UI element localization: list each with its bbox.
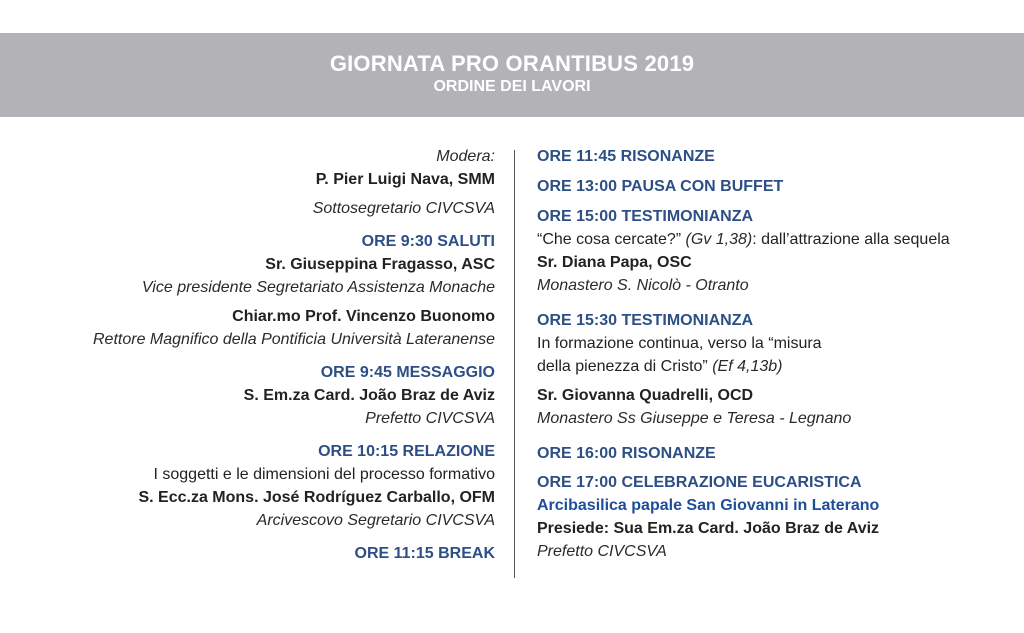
break-heading: ORE 11:15 BREAK — [354, 545, 495, 562]
testimonianza-2-topic-text: della pienezza di Cristo” — [537, 358, 708, 375]
page-title: GIORNATA PRO ORANTIBUS 2019 — [329, 51, 695, 76]
right-column — [537, 145, 1007, 573]
risonanze-2-heading: ORE 16:00 RISONANZE — [537, 445, 716, 462]
testimonianza-2-topic-ref: (Ef 4,13b) — [712, 358, 783, 375]
testimonianza-2-heading: ORE 15:30 TESTIMONIANZA — [537, 312, 754, 329]
moderator-role: Sottosegretario CIVCSVA — [312, 200, 495, 217]
celebrazione-presider: Presiede: Sua Em.za Card. João Braz de Aviz — [537, 520, 880, 537]
column-divider — [514, 150, 515, 578]
testimonianza-2-speaker: Sr. Giovanna Quadrelli, OCD — [537, 387, 754, 404]
celebrazione-block — [537, 471, 1007, 563]
messaggio-role: Prefetto CIVCSVA — [365, 410, 495, 427]
messaggio-block — [60, 361, 495, 430]
testimonianza-2-topic-line-2 — [537, 355, 1007, 378]
pausa-block — [537, 175, 1007, 198]
testimonianza-1-topic-ref: (Gv 1,38) — [685, 231, 753, 248]
saluti-heading: ORE 9:30 SALUTI — [361, 233, 495, 250]
header-banner — [0, 33, 1024, 117]
testimonianza-2-topic-line-1: In formazione continua, verso la “misura — [537, 335, 822, 352]
saluti-block — [60, 230, 495, 351]
risonanze-2-block — [537, 442, 1007, 465]
modera-label: Modera: — [436, 148, 495, 165]
pausa-heading: ORE 13:00 PAUSA CON BUFFET — [537, 178, 784, 195]
saluti-speaker-1-role: Vice presidente Segretariato Assistenza Monache — [141, 279, 495, 296]
left-column — [60, 145, 495, 575]
saluti-speaker-2-role: Rettore Magnifico della Pontificia Università Lateranense — [93, 331, 495, 348]
relazione-topic: I soggetti e le dimensioni del processo formativo — [153, 466, 495, 483]
relazione-speaker: S. Ecc.za Mons. José Rodríguez Carballo, OFM — [138, 489, 495, 506]
messaggio-heading: ORE 9:45 MESSAGGIO — [320, 364, 495, 381]
relazione-role: Arcivescovo Segretario CIVCSVA — [256, 512, 495, 529]
risonanze-1-heading: ORE 11:45 RISONANZE — [537, 148, 715, 165]
celebrazione-place: Arcibasilica papale San Giovanni in Laterano — [537, 497, 880, 514]
testimonianza-1-place: Monastero S. Nicolò - Otranto — [537, 277, 749, 294]
testimonianza-2-block — [537, 309, 1007, 430]
celebrazione-presider-role: Prefetto CIVCSVA — [537, 543, 667, 560]
testimonianza-1-speaker: Sr. Diana Papa, OSC — [537, 254, 692, 271]
testimonianza-1-topic-quote: “Che cosa cercate?” — [537, 231, 682, 248]
relazione-block — [60, 440, 495, 532]
moderator-name: P. Pier Luigi Nava, SMM — [315, 171, 495, 188]
celebrazione-heading: ORE 17:00 CELEBRAZIONE EUCARISTICA — [537, 474, 862, 491]
messaggio-speaker: S. Em.za Card. João Braz de Aviz — [243, 387, 495, 404]
saluti-speaker-2: Chiar.mo Prof. Vincenzo Buonomo — [232, 308, 495, 325]
testimonianza-2-place: Monastero Ss Giuseppe e Teresa - Legnano — [537, 410, 852, 427]
testimonianza-1-topic-rest: : dall’attrazione alla sequela — [752, 231, 950, 248]
risonanze-1-block — [537, 145, 1007, 168]
moderator-block — [60, 145, 495, 220]
saluti-speaker-1: Sr. Giuseppina Fragasso, ASC — [265, 256, 495, 273]
testimonianza-1-block — [537, 205, 1007, 297]
break-block — [60, 542, 495, 565]
testimonianza-1-heading: ORE 15:00 TESTIMONIANZA — [537, 208, 754, 225]
testimonianza-1-topic — [537, 228, 1007, 251]
relazione-heading: ORE 10:15 RELAZIONE — [318, 443, 495, 460]
page-subtitle: ORDINE DEI LAVORI — [433, 78, 591, 95]
